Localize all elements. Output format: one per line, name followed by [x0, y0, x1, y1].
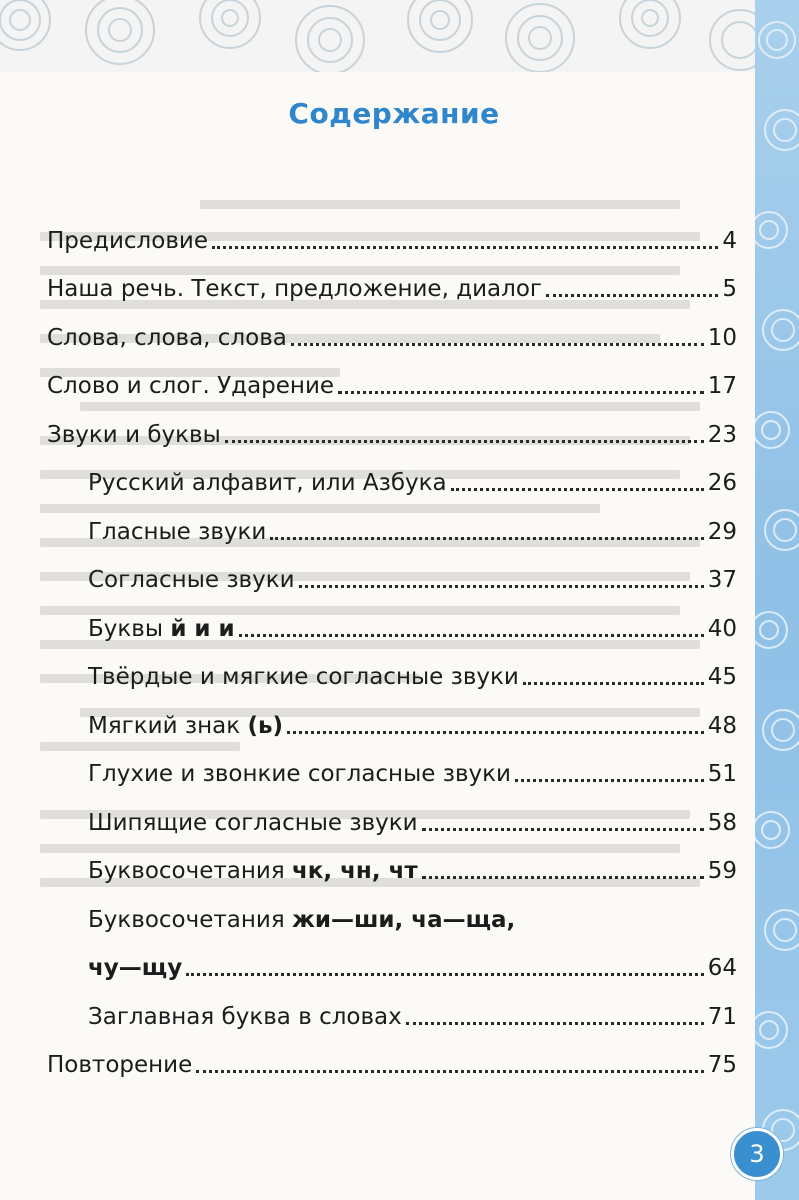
page-number-badge: 3 [731, 1128, 783, 1180]
toc-item-label-bold: чк, чн, чт [292, 858, 418, 884]
toc-item-label [88, 616, 235, 643]
toc-item-combinations-chk[interactable] [47, 843, 737, 892]
toc-item-label: Слово и слог. Ударение [47, 373, 335, 399]
toc-item-capital-letter[interactable] [47, 988, 737, 1037]
dot-leader [422, 828, 704, 831]
toc-item-label-bold: жи—ши, ча—ща, [292, 906, 516, 933]
toc-item-page: 4 [722, 227, 737, 254]
toc-item-syllable-stress[interactable] [47, 358, 737, 407]
toc-item-review[interactable] [47, 1037, 737, 1086]
toc-item-soft-sign[interactable] [47, 697, 737, 746]
toc-item-page: 48 [707, 712, 737, 739]
toc-item-page: 10 [707, 324, 737, 351]
toc-item-words[interactable] [47, 309, 737, 358]
toc-item-label-prefix: Мягкий знак [88, 712, 248, 739]
toc-item-label [88, 858, 418, 885]
dot-leader [546, 294, 718, 297]
dot-leader [299, 585, 704, 588]
dot-leader [270, 537, 703, 540]
dot-leader [523, 682, 704, 685]
table-of-contents [47, 212, 737, 1085]
toc-item-page: 5 [722, 276, 737, 302]
toc-item-letters-y-i[interactable] [47, 600, 737, 649]
toc-item-page: 26 [707, 470, 737, 496]
toc-item-hard-soft-consonants[interactable] [47, 649, 737, 698]
toc-item-label: Русский алфавит, или Азбука [88, 470, 447, 496]
dot-leader [291, 343, 704, 346]
toc-item-page: 23 [707, 421, 737, 448]
dot-leader [186, 973, 704, 976]
top-swirl-band [0, 0, 755, 72]
toc-item-alphabet[interactable] [47, 455, 737, 504]
toc-item-label-bold: (ь) [247, 712, 284, 739]
toc-item-sounds-letters[interactable] [47, 406, 737, 455]
toc-item-page: 75 [707, 1052, 737, 1078]
toc-item-page: 51 [707, 761, 737, 787]
dot-leader [338, 391, 704, 394]
toc-item-label: Предисловие [47, 227, 208, 254]
toc-item-page: 40 [707, 615, 737, 642]
toc-item-page: 17 [707, 373, 737, 399]
toc-item-page: 45 [707, 664, 737, 690]
toc-item-label: Повторение [47, 1052, 193, 1078]
toc-item-label-prefix: Буквосочетания [88, 858, 292, 884]
toc-item-combinations-zhi[interactable] [47, 891, 737, 988]
toc-item-first-line [88, 891, 737, 940]
toc-item-consonants[interactable] [47, 552, 737, 601]
toc-item-second-line [88, 940, 737, 989]
toc-item-label-bold: й и и [170, 615, 235, 642]
toc-item-label: Гласные звуки [88, 518, 267, 545]
toc-item-label: Глухие и звонкие согласные звуки [88, 761, 511, 787]
dot-leader [287, 731, 704, 734]
toc-item-page: 37 [707, 567, 737, 593]
toc-item-vowels[interactable] [47, 503, 737, 552]
toc-item-voiced-voiceless[interactable] [47, 746, 737, 795]
swirl-pattern-icon [0, 0, 755, 72]
toc-item-label [88, 713, 283, 740]
toc-item-page: 58 [707, 809, 737, 836]
dot-leader [422, 876, 704, 879]
toc-item-label-bold-line2: чу—щу [88, 955, 183, 981]
dot-leader [451, 488, 704, 491]
toc-item-label: Наша речь. Текст, предложение, диалог [47, 276, 543, 302]
dot-leader [212, 246, 718, 249]
dot-leader [406, 1022, 704, 1025]
page-title: Содержание [288, 96, 500, 130]
toc-item-page: 29 [707, 518, 737, 545]
toc-item-label: Звуки и буквы [47, 421, 221, 448]
toc-item-our-speech[interactable] [47, 261, 737, 310]
dot-leader [515, 779, 704, 782]
dot-leader [225, 440, 704, 443]
toc-item-label: Заглавная буква в словах [88, 1003, 402, 1030]
toc-item-label: Твёрдые и мягкие согласные звуки [88, 664, 519, 690]
side-swirl-strip [755, 0, 799, 1200]
dot-leader [196, 1070, 703, 1073]
toc-item-sibilants[interactable] [47, 794, 737, 843]
toc-item-label-prefix: Буквосочетания [88, 906, 292, 933]
toc-item-page: 71 [707, 1003, 737, 1030]
toc-item-label-prefix: Буквы [88, 615, 171, 642]
toc-item-foreword[interactable] [47, 212, 737, 261]
toc-item-label: Слова, слова, слова [47, 324, 287, 351]
swirl-pattern-icon [755, 0, 799, 1200]
toc-item-page: 64 [707, 955, 737, 981]
toc-item-label: Согласные звуки [88, 567, 295, 593]
dot-leader [239, 634, 704, 637]
toc-item-label [88, 907, 515, 934]
toc-item-page: 59 [707, 858, 737, 884]
toc-item-label: Шипящие согласные звуки [88, 809, 418, 836]
